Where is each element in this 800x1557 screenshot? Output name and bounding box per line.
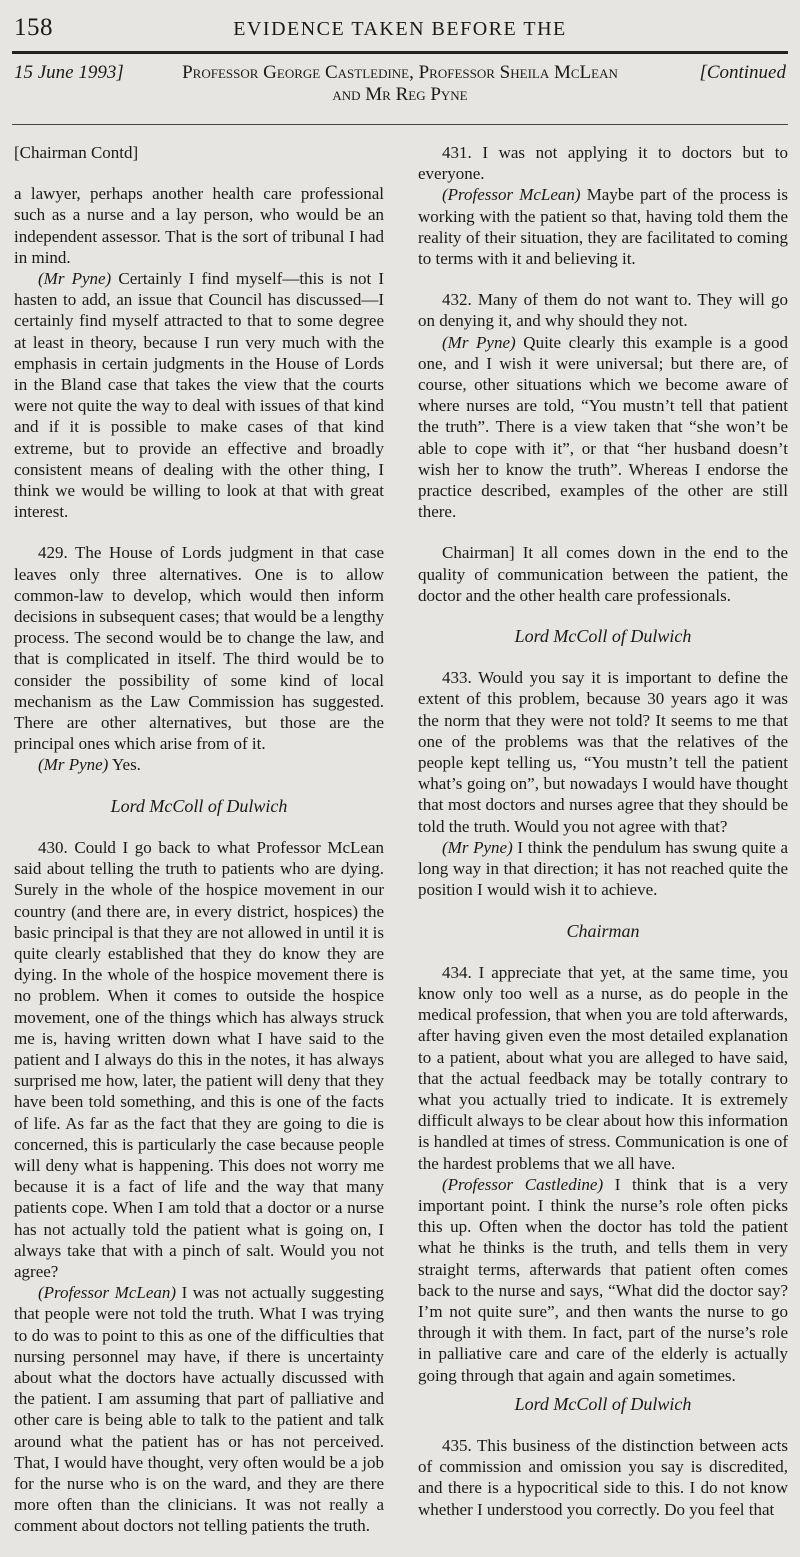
answer-text: Quite clearly this example is a good one, and I wish it were universal; but there are, of course, other situations which we become aware of where nurses are told, “You mustn’t tell that patient the truth”. There is a view taken that “she won’t be able to cope with it”, or that “her husband doesn’t wish her to know the truth”. Whereas I endorse the practice described, examples of the other are still there. <box>418 332 788 522</box>
answer-paragraph <box>14 754 384 775</box>
speaker-label: (Professor McLean) <box>38 1283 177 1303</box>
subheader-rule <box>12 124 788 125</box>
answer-text: Maybe part of the process is working with the patient so that, having told them the reality of their situation, they are facilitated to coming to terms with it and believing it. <box>418 185 789 269</box>
answer-paragraph <box>14 268 384 522</box>
answer-text: I was not actually suggesting that people were not told the truth. What I was trying to do was to point to this as one of the difficulties that nursing personnel may have, if there is uncertainty about what the doctors have actually discussed with the patient. I am assuming that part of palliative and other care is being able to talk to the patient and talk around what the patient has or has not perceived. That, I would have thought, very often would be a job for the nurse who is on the ward, and they are there more often than the clinicians. It was not really a comment about doctors not telling patients the truth. <box>14 1283 385 1536</box>
speaker-label: (Mr Pyne) <box>442 837 513 857</box>
question-paragraph: 430. Could I go back to what Professor McLean said about telling the truth to patients who are dying. Surely in the whole of the hospice movement in our country (and there are, in every district, hospices) the basic principal is that they are not allowed in until it is quite clearly established that they do know they are dying. In the whole of the hospice movement there is no problem. When it comes to outside the hospice movement, one of the things which has always struck me is, having written down what I have said to the patient and I always do this in the notes, it has always surprised me how, later, the patient will deny that they have been told something, and this is one of the facts of life. As far as the fact that they are going to die is concerned, this is particularly the case because people will deny what is happening. This does not worry me because it is a fact of life and the way that many patients cope. When I am told that a doctor or a nurse has not actually told the patient what is going on, I always take that with a pinch of salt. Would you not agree? <box>14 837 384 1281</box>
page-number: 158 <box>14 14 53 41</box>
speaker-label: (Professor McLean) <box>442 185 581 205</box>
witnesses-heading <box>0 62 800 106</box>
contd-label: [Chairman Contd] <box>14 143 139 162</box>
question-paragraph: 434. I appreciate that yet, at the same time, you know only too well as a nurse, as do people in the medical profession, that when you are told afterwards, after having given even the most detailed explanation to a patient, about what you are alleged to have said, that the actual feedback may be totally contrary to what you actually tried to indicate. It is extremely difficult always to be clear about how this information is handled at times of stress. Communication is one of the hardest problems that we all have. <box>418 962 788 1173</box>
answer-paragraph <box>418 332 788 523</box>
left-column <box>14 142 384 1557</box>
speaker-label: (Professor Castledine) <box>442 1174 604 1194</box>
question-paragraph: 433. Would you say it is important to define the extent of this problem, because 30 years ago it was the norm that they were not told? It seems to me that one of the problems was that the relatives of the people kept telling us, “You mustn’t tell the patient what’s going on”, but nowadays I would have thought that most doctors and nurses agree that they should be told the truth. Would you not agree with that? <box>418 668 788 836</box>
speaker-label: (Mr Pyne) <box>38 269 112 289</box>
section-heading: Chairman <box>566 920 640 941</box>
answer-paragraph <box>418 184 788 269</box>
sitting-date: 15 June 1993] <box>14 62 124 83</box>
chairman-remark: Chairman] It all comes down in the end to the quality of communication between the patient, the doctor and the other health care professionals. <box>418 543 788 605</box>
answer-paragraph <box>418 1174 788 1386</box>
speaker-label: (Mr Pyne) <box>38 755 109 775</box>
speaker-label: (Mr Pyne) <box>442 332 516 352</box>
section-heading: Lord McColl of Dulwich <box>110 795 288 816</box>
witnesses-line-2: and Mr Reg Pyne <box>332 84 468 105</box>
right-column <box>418 142 788 1520</box>
question-paragraph: 431. I was not applying it to doctors but to everyone. <box>418 143 788 184</box>
answer-paragraph <box>14 1282 384 1536</box>
question-paragraph: 432. Many of them do not want to. They will go on denying it, and why should they not. <box>418 290 788 331</box>
running-title: EVIDENCE TAKEN BEFORE THE <box>233 18 567 40</box>
answer-text: I think that is a very important point. I think the nurse’s role often picks this up. Often when the doctor has told the patient what he thinks is the truth, and tells them in very straight terms, afterwards that patient often comes back to the nurse and says, “What did the doctor say? I’m not quite sure”, and then wants the nurse to go through it with them. In fact, part of the nurse’s role in palliative care and care of the elderly is actually going through that again and again sometimes. <box>418 1174 788 1385</box>
answer-text: I think the pendulum has swung quite a long way in that direction; it has not reached quite the position I would wish it to achieve. <box>418 837 789 900</box>
header-rule <box>12 51 788 54</box>
section-heading: Lord McColl of Dulwich <box>514 1393 692 1414</box>
continued-label: [Continued <box>699 62 786 83</box>
question-paragraph: 429. The House of Lords judgment in that case leaves only three alternatives. One is to allow common-law to develop, which would then inform decisions in subsequent cases; that would be a lengthy process. The second would be to change the law, and that is complicated in itself. The third would be to consider the possibility of some kind of local mechanism as the Law Commission has suggested. There are other alternatives, but those are the principal ones which arise from of it. <box>14 543 384 754</box>
witnesses-line-1: Professor George Castledine, Professor Sheila McLean <box>182 62 618 83</box>
paragraph: a lawyer, perhaps another health care professional such as a nurse and a lay person, who would be an independent assessor. That is the sort of tribunal I had in mind. <box>14 184 384 267</box>
answer-paragraph <box>418 837 788 901</box>
section-heading: Lord McColl of Dulwich <box>514 626 692 647</box>
answer-text: Certainly I find myself—this is not I hasten to add, an issue that Council has discussed—I certainly find myself attracted to that to some degree at least in theory, because I run very much with the emphasis in certain judgments in the House of Lords in the Bland case that takes the view that the courts were not quite the way to deal with issues of that kind and if it is possible to make cases of that kind extreme, but to provide an effective and broadly consistent means of dealing with the other thing, I think we would be willing to look at that with great interest. <box>14 269 385 522</box>
question-paragraph: 435. This business of the distinction between acts of commission and omission you say is discredited, and there is a hypocritical side to this. I do not know whether I understood you correctly. Do you feel that <box>418 1435 788 1519</box>
answer-text: Yes. <box>108 755 141 775</box>
